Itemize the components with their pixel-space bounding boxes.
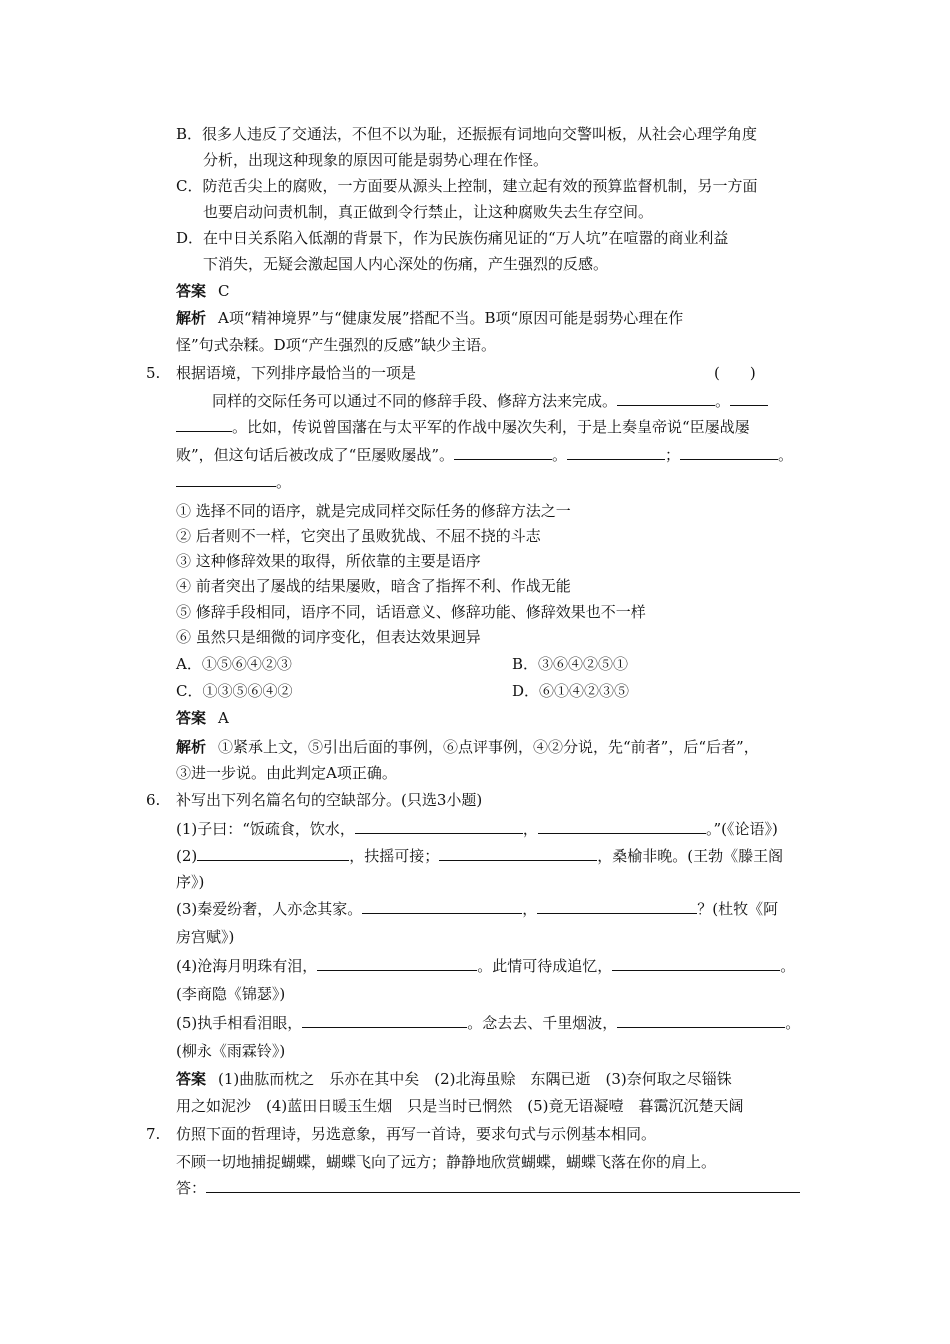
passage-text: 同样的交际任务可以通过不同的修辞手段、修辞方法来完成。 (212, 392, 618, 410)
q5-answer-paren: ( ) (714, 364, 756, 382)
q6-number: 6. (146, 791, 161, 809)
q4-analysis-line2: 怪”句式杂糅。D项“产生强烈的反感”缺少主语。 (176, 336, 497, 354)
q5-analysis-line1 (176, 737, 759, 757)
q4-analysis-line1 (176, 308, 683, 328)
passage-text: 败”，但这句话后被改成了“臣屡败屡战”。 (176, 446, 455, 464)
passage-text: 。比如，传说曾国藩在与太平军的作战中屡次失利，于是上奏皇帝说“臣屡战屡 (232, 418, 750, 436)
q5-number: 5. (146, 364, 161, 382)
q5-passage-line4 (176, 472, 291, 492)
q5-item-3: ③ 这种修辞效果的取得，所依靠的主要是语序 (176, 552, 481, 570)
q5-passage-line3 (176, 445, 793, 465)
passage-text: 。 (778, 446, 794, 464)
q6-item4 (176, 956, 795, 976)
poem-text: ，扶摇可接； (349, 847, 440, 865)
q6-answer-line1 (176, 1069, 732, 1089)
q6-stem: 补写出下列名篇名句的空缺部分。(只选3小题) (176, 791, 483, 809)
q5-choice-d: D．⑥①④②③⑤ (512, 682, 630, 700)
option-b-line2: 分析，出现这种现象的原因可能是弱势心理在作怪。 (203, 151, 549, 169)
q6-item4-cont: (李商隐《锦瑟》) (176, 985, 286, 1003)
option-c-line2: 也要启动问责机制，真正做到令行禁止，让这种腐败失去生存空间。 (203, 203, 654, 221)
answer-label: 答： (176, 1179, 207, 1197)
q4-answer (176, 281, 230, 301)
q5-passage-line2 (176, 417, 750, 437)
poem-text: 。念去去、千里烟波， (467, 1014, 618, 1032)
fill-blank[interactable] (317, 956, 477, 971)
q6-item3-cont: 房宫赋》) (176, 928, 235, 946)
answer-value: A (218, 709, 229, 727)
answer-blank[interactable] (206, 1178, 800, 1193)
q6-item1 (176, 819, 778, 839)
q6-item3 (176, 899, 778, 919)
fill-blank[interactable] (612, 956, 780, 971)
q6-item2 (176, 846, 783, 866)
q7-number: 7. (146, 1125, 161, 1143)
analysis-text: ①紧承上文，⑤引出后面的事例，⑥点评事例，④②分说，先“前者”，后“后者”， (218, 738, 759, 756)
blank-5[interactable] (680, 445, 778, 460)
answer-value: C (218, 282, 230, 300)
poem-text: (3)秦爱纷奢，人亦念其家。 (176, 900, 363, 918)
answer-label: 答案 (176, 709, 207, 727)
poem-text: ， (522, 900, 538, 918)
fill-blank[interactable] (617, 1013, 785, 1028)
poem-text: 。”(《论语》) (705, 820, 778, 838)
fill-blank[interactable] (302, 1013, 467, 1028)
q5-choice-c: C．①③⑤⑥④② (176, 682, 293, 700)
q5-item-4: ④ 前者突出了屡战的结果屡败，暗含了指挥不利、作战无能 (176, 577, 571, 595)
fill-blank[interactable] (362, 899, 522, 914)
poem-text: 。 (785, 1014, 801, 1032)
q7-example: 不顾一切地捕捉蝴蝶，蝴蝶飞向了远方；静静地欣赏蝴蝶，蝴蝶飞落在你的肩上。 (176, 1153, 717, 1171)
q7-answer-line (176, 1178, 800, 1198)
fill-blank[interactable] (439, 846, 597, 861)
q5-choice-a: A．①⑤⑥④②③ (176, 655, 292, 673)
poem-text: (1)子曰：“饭疏食，饮水， (176, 820, 355, 838)
passage-text: ； (665, 446, 681, 464)
q5-choice-b: B．③⑥④②⑤① (512, 655, 629, 673)
analysis-label: 解析 (176, 738, 207, 756)
blank-3[interactable] (454, 445, 552, 460)
q5-stem: 根据语境，下列排序最恰当的一项是 (176, 364, 417, 382)
poem-text: (4)沧海月明珠有泪， (176, 957, 318, 975)
blank-1[interactable] (617, 391, 715, 406)
poem-text: ， (522, 820, 538, 838)
answer-label: 答案 (176, 1070, 207, 1088)
answer-label: 答案 (176, 282, 207, 300)
q5-item-6: ⑥ 虽然只是细微的词序变化，但表达效果迥异 (176, 628, 481, 646)
blank-2-end[interactable] (176, 417, 232, 432)
q6-item5 (176, 1013, 800, 1033)
analysis-label: 解析 (176, 309, 207, 327)
passage-text: 。 (715, 392, 731, 410)
fill-blank[interactable] (537, 899, 697, 914)
q5-item-2: ② 后者则不一样，它突出了虽败犹战、不屈不挠的斗志 (176, 527, 541, 545)
passage-text: 。 (276, 473, 292, 491)
passage-text: 。 (552, 446, 568, 464)
poem-text: ？(杜牧《阿 (697, 900, 779, 918)
fill-blank[interactable] (355, 819, 523, 834)
q5-answer (176, 708, 229, 728)
q6-item2-cont: 序》) (176, 873, 205, 891)
answer-text: (1)曲肱而枕之 乐亦在其中矣 (2)北海虽赊 东隅已逝 (3)奈何取之尽锱铢 (218, 1070, 732, 1088)
analysis-text: A项“精神境界”与“健康发展”搭配不当。B项“原因可能是弱势心理在作 (218, 309, 684, 327)
blank-2-start[interactable] (730, 391, 768, 406)
q6-answer-line2: 用之如泥沙 (4)蓝田日暖玉生烟 只是当时已惘然 (5)竟无语凝噎 暮霭沉沉楚天阔 (176, 1097, 744, 1115)
option-d-line2: 下消失，无疑会激起国人内心深处的伤痛，产生强烈的反感。 (203, 255, 609, 273)
fill-blank[interactable] (197, 846, 349, 861)
q5-item-1: ① 选择不同的语序，就是完成同样交际任务的修辞方法之一 (176, 502, 571, 520)
poem-text: 。 (780, 957, 796, 975)
poem-text: (5)执手相看泪眼， (176, 1014, 303, 1032)
blank-6[interactable] (176, 472, 276, 487)
poem-text: ，桑榆非晚。(王勃《滕王阁 (597, 847, 784, 865)
option-d-line1: D．在中日关系陷入低潮的背景下，作为民族伤痛见证的“万人坑”在喧嚣的商业利益 (176, 229, 729, 247)
poem-text: 。此情可待成追忆， (477, 957, 613, 975)
fill-blank[interactable] (538, 819, 706, 834)
option-c-line1: C．防范舌尖上的腐败，一方面要从源头上控制，建立起有效的预算监督机制，另一方面 (176, 177, 758, 195)
blank-4[interactable] (567, 445, 665, 460)
q7-stem: 仿照下面的哲理诗，另选意象，再写一首诗，要求句式与示例基本相同。 (176, 1125, 657, 1143)
q6-item5-cont: (柳永《雨霖铃》) (176, 1042, 286, 1060)
poem-text: (2) (176, 847, 198, 865)
option-b-line1: B．很多人违反了交通法，不但不以为耻，还振振有词地向交警叫板，从社会心理学角度 (176, 125, 758, 143)
q5-passage-line1 (212, 391, 768, 411)
q5-analysis-line2: ③进一步说。由此判定A项正确。 (176, 764, 397, 782)
q5-item-5: ⑤ 修辞手段相同，语序不同，话语意义、修辞功能、修辞效果也不一样 (176, 603, 646, 621)
